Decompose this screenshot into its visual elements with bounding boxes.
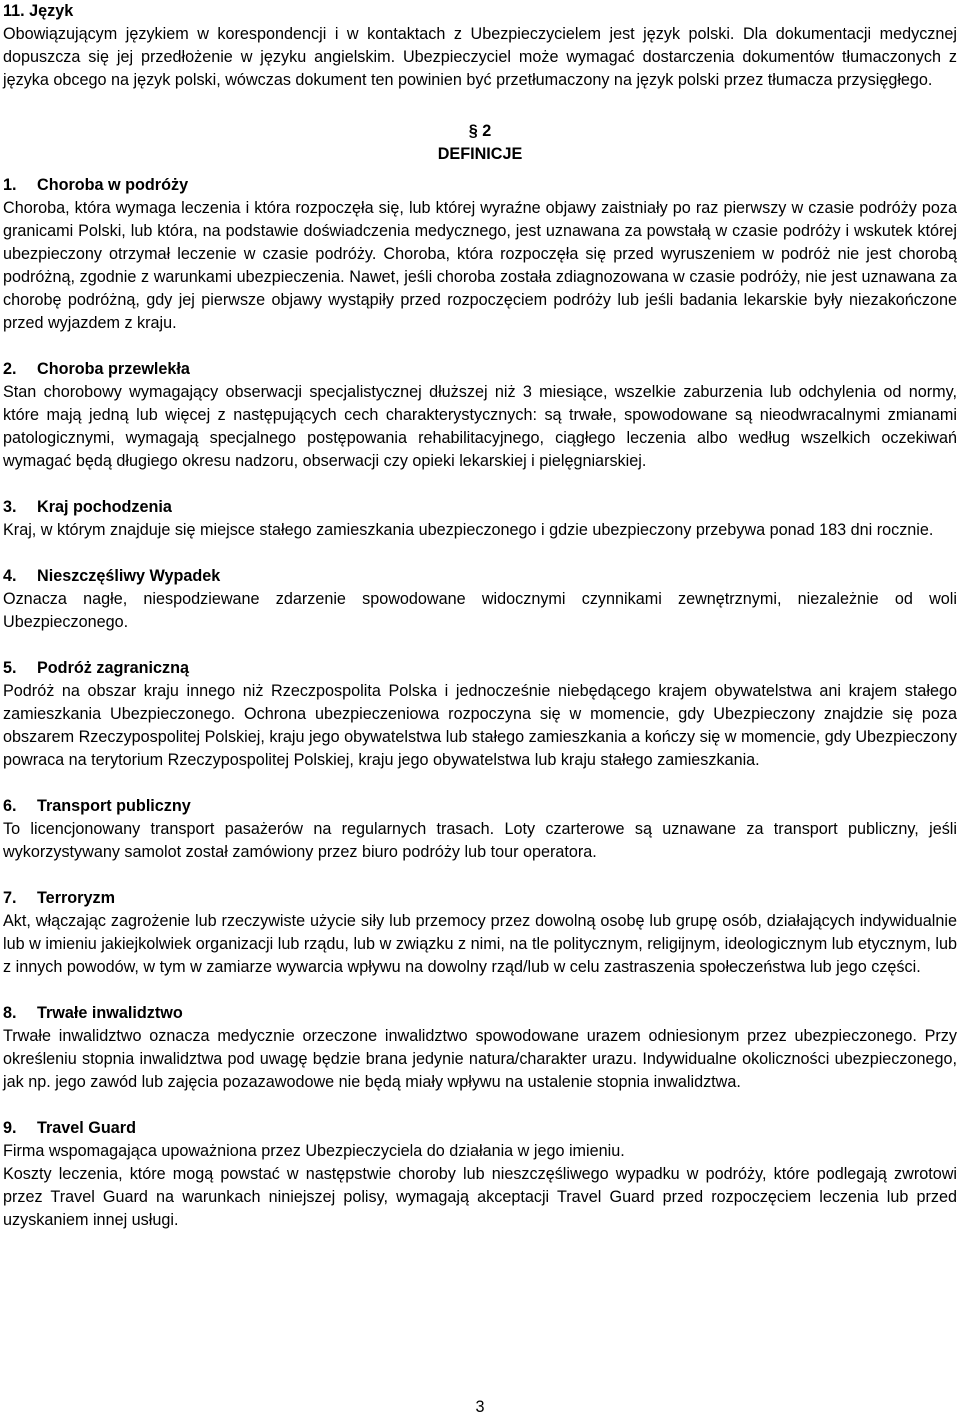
definition-text: Podróż na obszar kraju innego niż Rzeczpospolita Polska i jednocześnie niebędącego krajem obywatelstwa ani krajem stałego zamieszkania Ubezpieczonego. Ochrona ubezpieczeniowa rozpoczyna się w momencie, gdy Ubezpieczony znajdzie się poza obszarem Rzeczypospolitej Polskiej, kraju jego obywatelstwa lub stałego zamieszkania a kończy się w momencie, gdy Ubezpieczony powraca na terytorium Rzeczypospolitej Polskiej, kraju jego obywatelstwa lub kraju stałego zamieszkania.: [3, 682, 957, 769]
paragraph-symbol: § 2: [468, 122, 492, 140]
definition-title: Podróż zagraniczną: [37, 659, 190, 677]
section-text: Obowiązującym językiem w korespondencji i w kontaktach z Ubezpieczycielem jest język polski. Dla dokumentacji medycznej dopuszcza się jej przedłożenie w języku angielskim. Ubezpieczyciel może wymagać dostarczenia dokumentów tłumaczonych z języka obcego na język polski, wówczas dokument ten powinien być przetłumaczony na język polski przez tłumacza przysięgłego.: [3, 25, 957, 89]
definition-title: Choroba przewlekła: [37, 360, 190, 378]
definition-text-continued: Koszty leczenia, które mogą powstać w następstwie choroby lub nieszczęśliwego wypadku w podróży, które podlegają zwrotowi przez Travel Guard na warunkach niniejszej polisy, wymagają akceptacji Travel Guard przed rozpoczęciem leczenia lub przed uzyskaniem innej usługi.: [3, 1165, 957, 1229]
paragraph-title: DEFINICJE: [437, 145, 523, 163]
definition-number: 6.: [3, 797, 17, 815]
section-heading: [3, 0, 957, 23]
page-number: 3: [475, 1398, 485, 1416]
definition-number: 3.: [3, 498, 17, 516]
definition-number: 4.: [3, 567, 17, 585]
definition-3: [3, 496, 957, 542]
section-title: Język: [29, 2, 74, 20]
definition-text: Akt, włączając zagrożenie lub rzeczywiste użycie siły lub przemocy przez dowolną osobę lub grupę osób, działających indywidualnie lub w imieniu jakiejkolwiek organizacji lub rządu, lub w związku z nimi, na tle politycznym, religijnym, ideologicznym lub etycznym, lub z innych powodów, w tym w zamiarze wywarcia wpływu na dowolny rząd/lub w celu zastraszenia społeczeństwa lub jego części.: [3, 912, 957, 976]
definition-text: Kraj, w którym znajduje się miejsce stałego zamieszkania ubezpieczonego i gdzie ubezpieczony przebywa ponad 183 dni rocznie.: [3, 521, 934, 539]
definition-title: Nieszczęśliwy Wypadek: [37, 567, 221, 585]
definition-number: 2.: [3, 360, 17, 378]
section-number: 11.: [3, 2, 25, 20]
definition-number: 1.: [3, 176, 17, 194]
definition-9: [3, 1117, 957, 1232]
definition-number: 9.: [3, 1119, 17, 1137]
definition-4: [3, 565, 957, 634]
definition-number: 8.: [3, 1004, 17, 1022]
definition-2: [3, 358, 957, 473]
definition-title: Choroba w podróży: [37, 176, 189, 194]
definition-1: [3, 174, 957, 335]
definition-title: Travel Guard: [37, 1119, 136, 1137]
definition-5: [3, 657, 957, 772]
definition-text: To licencjonowany transport pasażerów na regularnych trasach. Loty czarterowe są uznawane za transport publiczny, jeśli wykorzystywany samolot został zamówiony przez biuro podróży lub tour operatora.: [3, 820, 957, 861]
definition-7: [3, 887, 957, 979]
definition-text: Firma wspomagająca upoważniona przez Ubezpieczyciela do działania w jego imieniu.: [3, 1142, 625, 1160]
definition-text: Choroba, która wymaga leczenia i która rozpoczęła się, lub której wyraźne objawy zaistniały po raz pierwszy w czasie podróży poza granicami Polski, lub która, na podstawie doświadczenia medycznego, jest uznawana za powstałą w czasie podróży i wskutek której ubezpieczony otrzymał leczenie w czasie podróży. Choroba, która rozpoczęła się przed wyruszeniem w podróż nie jest chorobą podróżną, zgodnie z warunkami ubezpieczenia. Nawet, jeśli choroba została zdiagnozowana w czasie podróży, nie jest uznawana za chorobę podróżną, gdy jej pierwsze objawy wystąpiły przed rozpoczęciem podróży lub jeśli badania lekarskie były niezakończone przed wyjazdem z kraju.: [3, 199, 957, 332]
definition-text: Oznacza nagłe, niespodziewane zdarzenie spowodowane widocznymi czynnikami zewnętrznymi, niezależnie od woli Ubezpieczonego.: [3, 590, 957, 631]
definition-number: 5.: [3, 659, 17, 677]
definition-text: Trwałe inwalidztwo oznacza medycznie orzeczone inwalidztwo spowodowane urazem odniesionym przez ubezpieczonego. Przy określeniu stopnia inwalidztwa pod uwagę będzie brana jedynie natura/charakter urazu. Indywidualne okoliczności ubezpieczonego, jak np. jego zawód lub zajęcia pozazawodowe nie będą miały wpływu na ustalenie stopnia inwalidztwa.: [3, 1027, 957, 1091]
definition-text: Stan chorobowy wymagający obserwacji specjalistycznej dłuższej niż 3 miesiące, wszelkie zaburzenia lub odchylenia od normy, które mają jedną lub więcej z następujących cech charakterystycznych: są trwałe, spowodowane są nieodwracalnymi zmianami patologicznymi, wymagają specjalnego postępowania rehabilitacyjnego, ciągłego leczenia albo według wszelkich oczekiwań wymagać będą długiego okresu nadzoru, obserwacji czy opieki lekarskiej i pielęgniarskiej.: [3, 383, 957, 470]
definition-title: Trwałe inwalidztwo: [37, 1004, 183, 1022]
definition-title: Kraj pochodzenia: [37, 498, 172, 516]
section-language: [3, 0, 957, 92]
definition-number: 7.: [3, 889, 17, 907]
definition-title: Terroryzm: [37, 889, 115, 907]
definition-6: [3, 795, 957, 864]
definition-8: [3, 1002, 957, 1094]
definition-title: Transport publiczny: [37, 797, 191, 815]
document-page: [3, 0, 957, 1232]
